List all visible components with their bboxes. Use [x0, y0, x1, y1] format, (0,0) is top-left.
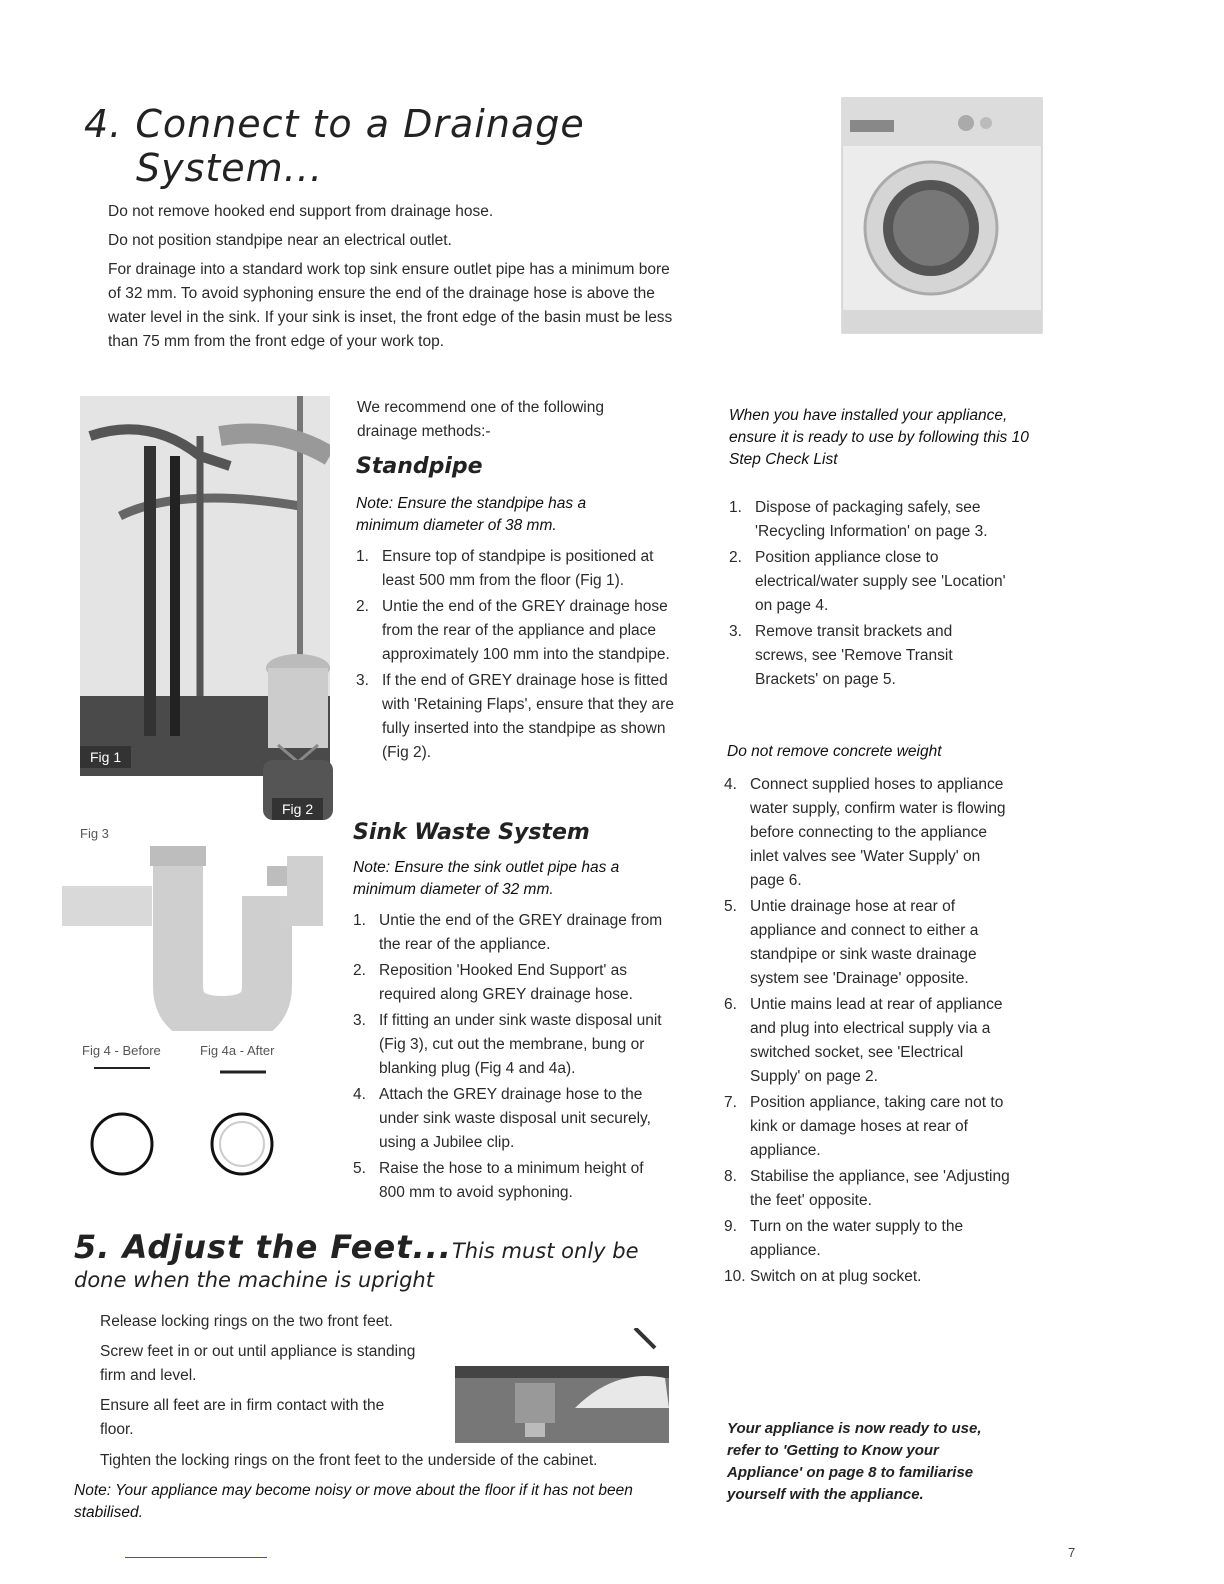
sink-title: Sink Waste System	[353, 820, 590, 845]
standpipe-step-text: Untie the end of the GREY drainage hose from the rear of the appliance and place approximately 100 mm into the standpipe.	[382, 598, 670, 663]
checklist-intro-wrap	[729, 405, 1039, 471]
standpipe-note: Note: Ensure the standpipe has a minimum diameter of 38 mm.	[356, 495, 587, 534]
standpipe-step-number: 1.	[356, 548, 369, 565]
checklist-closing-wrap	[727, 1418, 1017, 1506]
checklist-step-1	[729, 496, 1009, 544]
checklist-step-text: Connect supplied hoses to appliance water supply, confirm water is flowing before connecting to the appliance inlet valves see 'Water Supply' on page 6.	[750, 776, 1006, 889]
sink-step-text: Raise the hose to a minimum height of 800 mm to avoid syphoning.	[379, 1160, 644, 1201]
checklist-step-text: Position appliance, taking care not to kink or damage hoses at rear of appliance.	[750, 1094, 1004, 1159]
intro-para-2: Do not position standpipe near an electrical outlet.	[108, 232, 452, 249]
sink-steps	[353, 909, 671, 1205]
checklist-steps-a-wrap	[729, 496, 1009, 694]
section4-title-line1: 4. Connect to a Drainage	[84, 102, 585, 146]
sink-step-text: Reposition 'Hooked End Support' as required along GREY drainage hose.	[379, 962, 633, 1003]
page-number: 7	[1068, 1545, 1076, 1560]
sink-step-number: 2.	[353, 962, 366, 979]
checklist-step-text: Untie drainage hose at rear of appliance and connect to either a standpipe or sink waste drainage system see 'Drainage' opposite.	[750, 898, 979, 987]
feet-line-3: Ensure all feet are in firm contact with the floor.	[100, 1397, 385, 1438]
standpipe-step-1	[356, 545, 674, 593]
standpipe-step-3	[356, 669, 674, 765]
sink-step-3	[353, 1009, 671, 1081]
section5-title	[74, 1228, 694, 1292]
checklist-step-text: Turn on the water supply to the appliance.	[750, 1218, 964, 1259]
checklist-step-6	[724, 1215, 1016, 1263]
checklist-step-text: Stabilise the appliance, see 'Adjusting the feet' opposite.	[750, 1168, 1010, 1209]
checklist-steps-b-wrap	[724, 773, 1016, 1291]
section5-subtitle-inline: This must only be	[451, 1239, 639, 1263]
checklist-step-3	[724, 993, 1016, 1089]
washing-machine-photo	[836, 88, 1048, 343]
checklist-step-number: 9.	[724, 1218, 737, 1235]
standpipe-step-number: 3.	[356, 672, 369, 689]
footer-line	[125, 1557, 267, 1558]
checklist-step-number: 10.	[724, 1268, 746, 1285]
feet-line-1: Release locking rings on the two front feet.	[100, 1313, 393, 1330]
fig2-photo	[258, 650, 340, 825]
recommend-para: We recommend one of the following drainage methods:-	[357, 399, 604, 440]
fig4-diagram	[86, 1064, 286, 1184]
checklist-step-4	[724, 1091, 1016, 1163]
intro-para-1: Do not remove hooked end support from drainage hose.	[108, 203, 494, 220]
section5-body	[100, 1310, 420, 1442]
checklist-step-number: 1.	[729, 499, 742, 516]
checklist-steps-b	[724, 773, 1016, 1289]
standpipe-step-2	[356, 595, 674, 667]
checklist-step-text: Position appliance close to electrical/water supply see 'Location' on page 4.	[755, 549, 1006, 614]
standpipe-steps	[356, 545, 674, 765]
sink-step-2	[353, 959, 671, 1007]
section5-note: Note: Your appliance may become noisy or move about the floor if it has not been stabilised.	[74, 1482, 633, 1521]
sink-step-text: Attach the GREY drainage hose to the under sink waste disposal unit securely, using a Jubilee clip.	[379, 1086, 651, 1151]
checklist-step-5	[724, 1165, 1016, 1213]
checklist-step-3	[729, 620, 1009, 692]
section5-subtitle-line2: done when the machine is upright	[74, 1268, 434, 1292]
sink-step-number: 5.	[353, 1160, 366, 1177]
section5-title-main: 5. Adjust the Feet...	[74, 1228, 452, 1266]
feet-line-4-wrap	[100, 1449, 700, 1473]
sink-step-4	[353, 1083, 671, 1155]
sink-section	[353, 820, 671, 1207]
sink-step-number: 4.	[353, 1086, 366, 1103]
sink-step-text: If fitting an under sink waste disposal unit (Fig 3), cut out the membrane, bung or blanking plug (Fig 4 and 4a).	[379, 1012, 662, 1077]
checklist-step-2	[729, 546, 1009, 618]
fig1-label: Fig 1	[80, 746, 131, 768]
fig3-photo	[62, 836, 327, 1031]
checklist-warning-wrap	[727, 741, 1017, 763]
standpipe-step-text: Ensure top of standpipe is positioned at least 500 mm from the floor (Fig 1).	[382, 548, 654, 589]
checklist-step-1	[724, 773, 1016, 893]
intro-para-3: For drainage into a standard work top sink ensure outlet pipe has a minimum bore of 32 mm. To avoid syphoning ensure the end of the drainage hose is above the water level in the sink. If your sink is inset, the front edge of the basin must be less than 75 mm from the front edge of your work top.	[108, 261, 673, 350]
sink-step-1	[353, 909, 671, 957]
checklist-step-text: Switch on at plug socket.	[750, 1268, 922, 1285]
checklist-step-text: Remove transit brackets and screws, see 'Remove Transit Brackets' on page 5.	[755, 623, 953, 688]
section4-title	[84, 102, 585, 190]
sink-step-number: 3.	[353, 1012, 366, 1029]
feet-line-2: Screw feet in or out until appliance is standing firm and level.	[100, 1343, 416, 1384]
feet-photo	[455, 1328, 669, 1443]
section4-title-line2: System...	[136, 146, 323, 190]
checklist-step-number: 2.	[729, 549, 742, 566]
section5-note-wrap	[74, 1480, 664, 1524]
fig2-label: Fig 2	[272, 798, 323, 820]
fig3-label: Fig 3	[80, 826, 109, 841]
sink-note: Note: Ensure the sink outlet pipe has a minimum diameter of 32 mm.	[353, 859, 620, 898]
fig4-label: Fig 4 - Before	[82, 1043, 161, 1058]
standpipe-step-number: 2.	[356, 598, 369, 615]
checklist-closing: Your appliance is now ready to use, refer to 'Getting to Know your Appliance' on page 8 to familiarise yourself with the appliance.	[727, 1420, 982, 1503]
checklist-step-2	[724, 895, 1016, 991]
standpipe-section	[356, 454, 674, 767]
section4-intro	[108, 200, 680, 354]
standpipe-title: Standpipe	[356, 454, 483, 479]
sink-step-number: 1.	[353, 912, 366, 929]
sink-step-5	[353, 1157, 671, 1205]
feet-line-4: Tighten the locking rings on the front feet to the underside of the cabinet.	[100, 1452, 598, 1469]
checklist-steps-a	[729, 496, 1009, 692]
checklist-warning: Do not remove concrete weight	[727, 743, 942, 760]
checklist-step-text: Dispose of packaging safely, see 'Recycling Information' on page 3.	[755, 499, 988, 540]
checklist-step-number: 7.	[724, 1094, 737, 1111]
standpipe-step-text: If the end of GREY drainage hose is fitted with 'Retaining Flaps', ensure that they are fully inserted into the standpipe as shown (Fig 2).	[382, 672, 674, 761]
checklist-intro: When you have installed your appliance, ensure it is ready to use by following this 10 Step Check List	[729, 407, 1029, 468]
sink-step-text: Untie the end of the GREY drainage from the rear of the appliance.	[379, 912, 663, 953]
checklist-step-number: 4.	[724, 776, 737, 793]
checklist-step-number: 6.	[724, 996, 737, 1013]
checklist-step-number: 5.	[724, 898, 737, 915]
recommend-text	[357, 396, 657, 444]
checklist-step-number: 3.	[729, 623, 742, 640]
checklist-step-number: 8.	[724, 1168, 737, 1185]
fig4a-label: Fig 4a - After	[200, 1043, 275, 1058]
checklist-step-text: Untie mains lead at rear of appliance and plug into electrical supply via a switched socket, see 'Electrical Supply' on page 2.	[750, 996, 1003, 1085]
checklist-step-7	[724, 1265, 1016, 1289]
